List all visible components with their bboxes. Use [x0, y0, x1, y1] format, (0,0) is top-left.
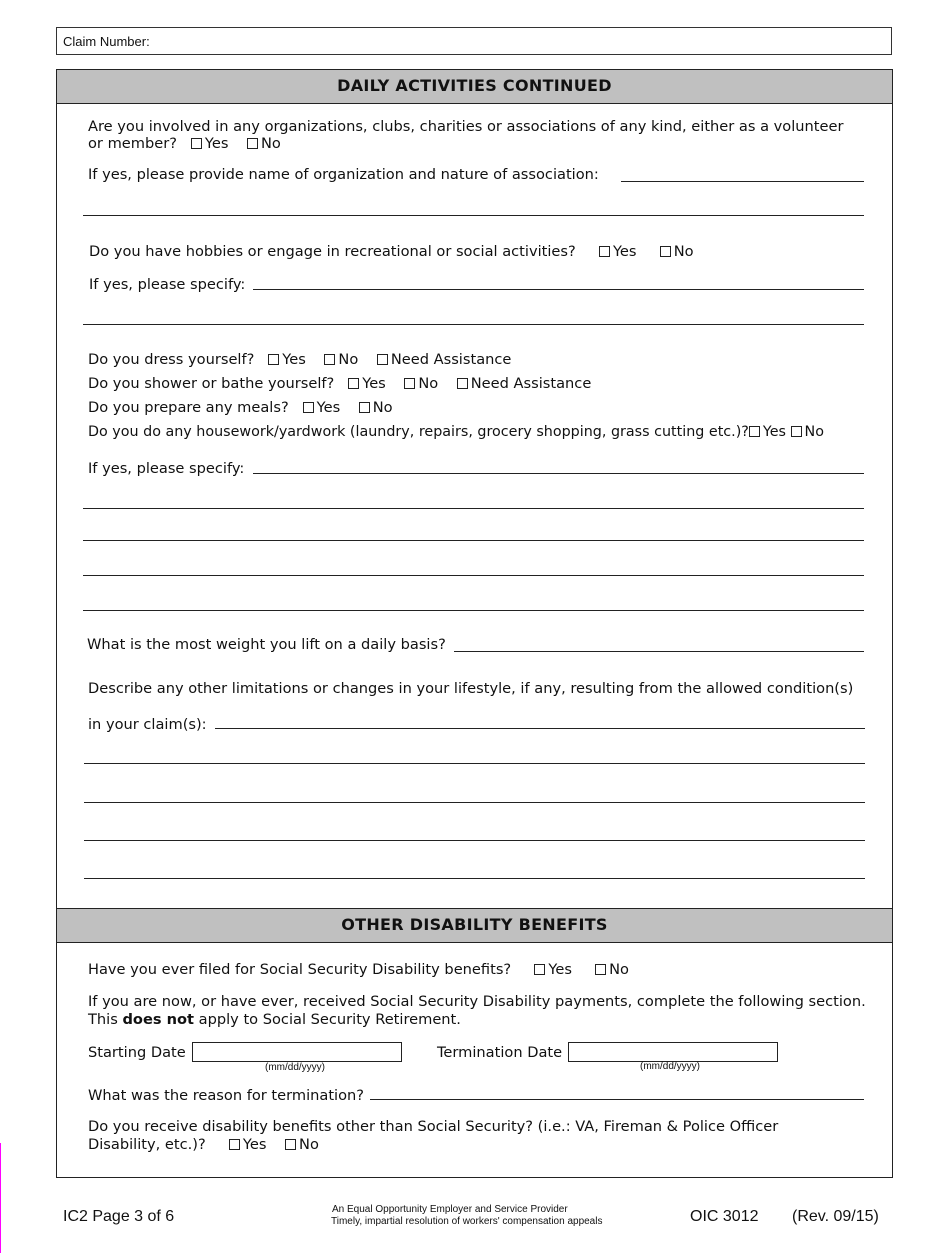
footer-revision: (Rev. 09/15)	[792, 1208, 879, 1225]
question-other-benefits-line2: Disability, etc.)? Yes No	[88, 1136, 319, 1153]
hobbies-specify-label: If yes, please specify:	[89, 276, 246, 293]
meals-yes-option[interactable]: Yes	[303, 399, 341, 416]
question-organizations-line2: or member? Yes No	[88, 135, 281, 152]
starting-date-label: Starting Date	[88, 1044, 186, 1061]
starting-date-input[interactable]	[192, 1042, 402, 1062]
other-benefits-no-checkbox[interactable]	[285, 1139, 296, 1150]
org-no-checkbox[interactable]	[247, 138, 258, 149]
termination-date-label: Termination Date	[437, 1044, 563, 1061]
claim-number-label: Claim Number:	[63, 34, 150, 49]
shower-assist-option[interactable]: Need Assistance	[457, 375, 592, 392]
section-header-daily-activities: DAILY ACTIVITIES CONTINUED	[57, 69, 892, 104]
other-benefits-yes-checkbox[interactable]	[229, 1139, 240, 1150]
shower-yes-checkbox[interactable]	[348, 378, 359, 389]
housework-answer-line-3[interactable]	[83, 540, 864, 541]
org-no-option[interactable]: No	[247, 135, 281, 152]
dress-yes-option[interactable]: Yes	[268, 351, 306, 368]
housework-no-option[interactable]: No	[791, 424, 824, 440]
hobbies-answer-line-2[interactable]	[83, 324, 864, 325]
claim-number-field[interactable]	[56, 27, 892, 55]
footer-form-number: OIC 3012	[690, 1208, 759, 1225]
page-edge-marker	[0, 1143, 1, 1253]
footer-tagline-1: An Equal Opportunity Employer and Service Provider	[332, 1204, 568, 1215]
ssd-no-checkbox[interactable]	[595, 964, 606, 975]
question-housework: Do you do any housework/yardwork (laundry, repairs, grocery shopping, grass cutting etc.)? Yes No	[88, 424, 824, 440]
ssd-note-line1: If you are now, or have ever, received Social Security Disability payments, complete the following section.	[88, 993, 866, 1010]
ssd-yes-checkbox[interactable]	[534, 964, 545, 975]
footer-page-number: IC2 Page 3 of 6	[63, 1208, 175, 1225]
shower-yes-option[interactable]: Yes	[348, 375, 386, 392]
shower-no-option[interactable]: No	[404, 375, 438, 392]
dress-yes-checkbox[interactable]	[268, 354, 279, 365]
limitations-answer-line-3[interactable]	[84, 802, 865, 803]
hobbies-no-checkbox[interactable]	[660, 246, 671, 257]
housework-answer-line-4[interactable]	[83, 575, 864, 576]
limitations-answer-line-1[interactable]	[215, 728, 865, 729]
ssd-note-line2: This does not apply to Social Security Retirement.	[88, 1011, 461, 1028]
limitations-answer-line-5[interactable]	[84, 878, 865, 879]
organization-answer-line-1[interactable]	[621, 181, 864, 182]
termination-date-format: (mm/dd/yyyy)	[640, 1061, 700, 1072]
hobbies-yes-option[interactable]: Yes	[599, 243, 637, 260]
housework-answer-line-2[interactable]	[83, 508, 864, 509]
hobbies-answer-line-1[interactable]	[253, 289, 864, 290]
dress-no-checkbox[interactable]	[324, 354, 335, 365]
other-benefits-no-option[interactable]: No	[285, 1136, 319, 1153]
section-header-other-disability: OTHER DISABILITY BENEFITS	[57, 908, 892, 943]
footer-tagline-2: Timely, impartial resolution of workers' compensation appeals	[331, 1216, 603, 1227]
housework-yes-option[interactable]: Yes	[749, 424, 786, 440]
starting-date-format: (mm/dd/yyyy)	[265, 1062, 325, 1073]
question-dress: Do you dress yourself? Yes No Need Assistance	[88, 351, 512, 368]
question-other-benefits: Do you receive disability benefits other than Social Security? (i.e.: VA, Fireman & Police Officer	[88, 1118, 779, 1135]
question-meals: Do you prepare any meals? Yes No	[88, 399, 393, 416]
org-yes-checkbox[interactable]	[191, 138, 202, 149]
housework-no-checkbox[interactable]	[791, 426, 802, 437]
organization-answer-line-2[interactable]	[83, 215, 864, 216]
question-limitations: Describe any other limitations or changes in your lifestyle, if any, resulting from the allowed condition(s)	[88, 680, 854, 697]
housework-yes-checkbox[interactable]	[749, 426, 760, 437]
question-limitations-line2: in your claim(s):	[88, 716, 207, 733]
question-ssd: Have you ever filed for Social Security Disability benefits? Yes No	[88, 961, 629, 978]
org-yes-option[interactable]: Yes	[191, 135, 229, 152]
meals-yes-checkbox[interactable]	[303, 402, 314, 413]
meals-no-option[interactable]: No	[359, 399, 393, 416]
termination-date-input[interactable]	[568, 1042, 778, 1062]
weight-answer-line[interactable]	[454, 651, 864, 652]
shower-no-checkbox[interactable]	[404, 378, 415, 389]
other-benefits-yes-option[interactable]: Yes	[229, 1136, 267, 1153]
dress-no-option[interactable]: No	[324, 351, 358, 368]
termination-reason-line[interactable]	[370, 1099, 864, 1100]
housework-answer-line-1[interactable]	[253, 473, 864, 474]
limitations-answer-line-4[interactable]	[84, 840, 865, 841]
shower-assist-checkbox[interactable]	[457, 378, 468, 389]
ssd-yes-option[interactable]: Yes	[534, 961, 572, 978]
question-termination-reason: What was the reason for termination?	[88, 1087, 365, 1104]
hobbies-no-option[interactable]: No	[660, 243, 694, 260]
question-weight: What is the most weight you lift on a daily basis?	[87, 636, 446, 653]
question-shower: Do you shower or bathe yourself? Yes No Need Assistance	[88, 375, 592, 392]
hobbies-yes-checkbox[interactable]	[599, 246, 610, 257]
limitations-answer-line-2[interactable]	[84, 763, 865, 764]
meals-no-checkbox[interactable]	[359, 402, 370, 413]
question-organizations: Are you involved in any organizations, clubs, charities or associations of any kind, either as a volunteer	[88, 118, 844, 135]
dress-assist-checkbox[interactable]	[377, 354, 388, 365]
ssd-no-option[interactable]: No	[595, 961, 629, 978]
question-hobbies: Do you have hobbies or engage in recreational or social activities? Yes No	[89, 243, 694, 260]
housework-answer-line-5[interactable]	[83, 610, 864, 611]
dress-assist-option[interactable]: Need Assistance	[377, 351, 512, 368]
housework-specify-label: If yes, please specify:	[88, 460, 245, 477]
question-organization-name: If yes, please provide name of organization and nature of association:	[88, 166, 599, 183]
